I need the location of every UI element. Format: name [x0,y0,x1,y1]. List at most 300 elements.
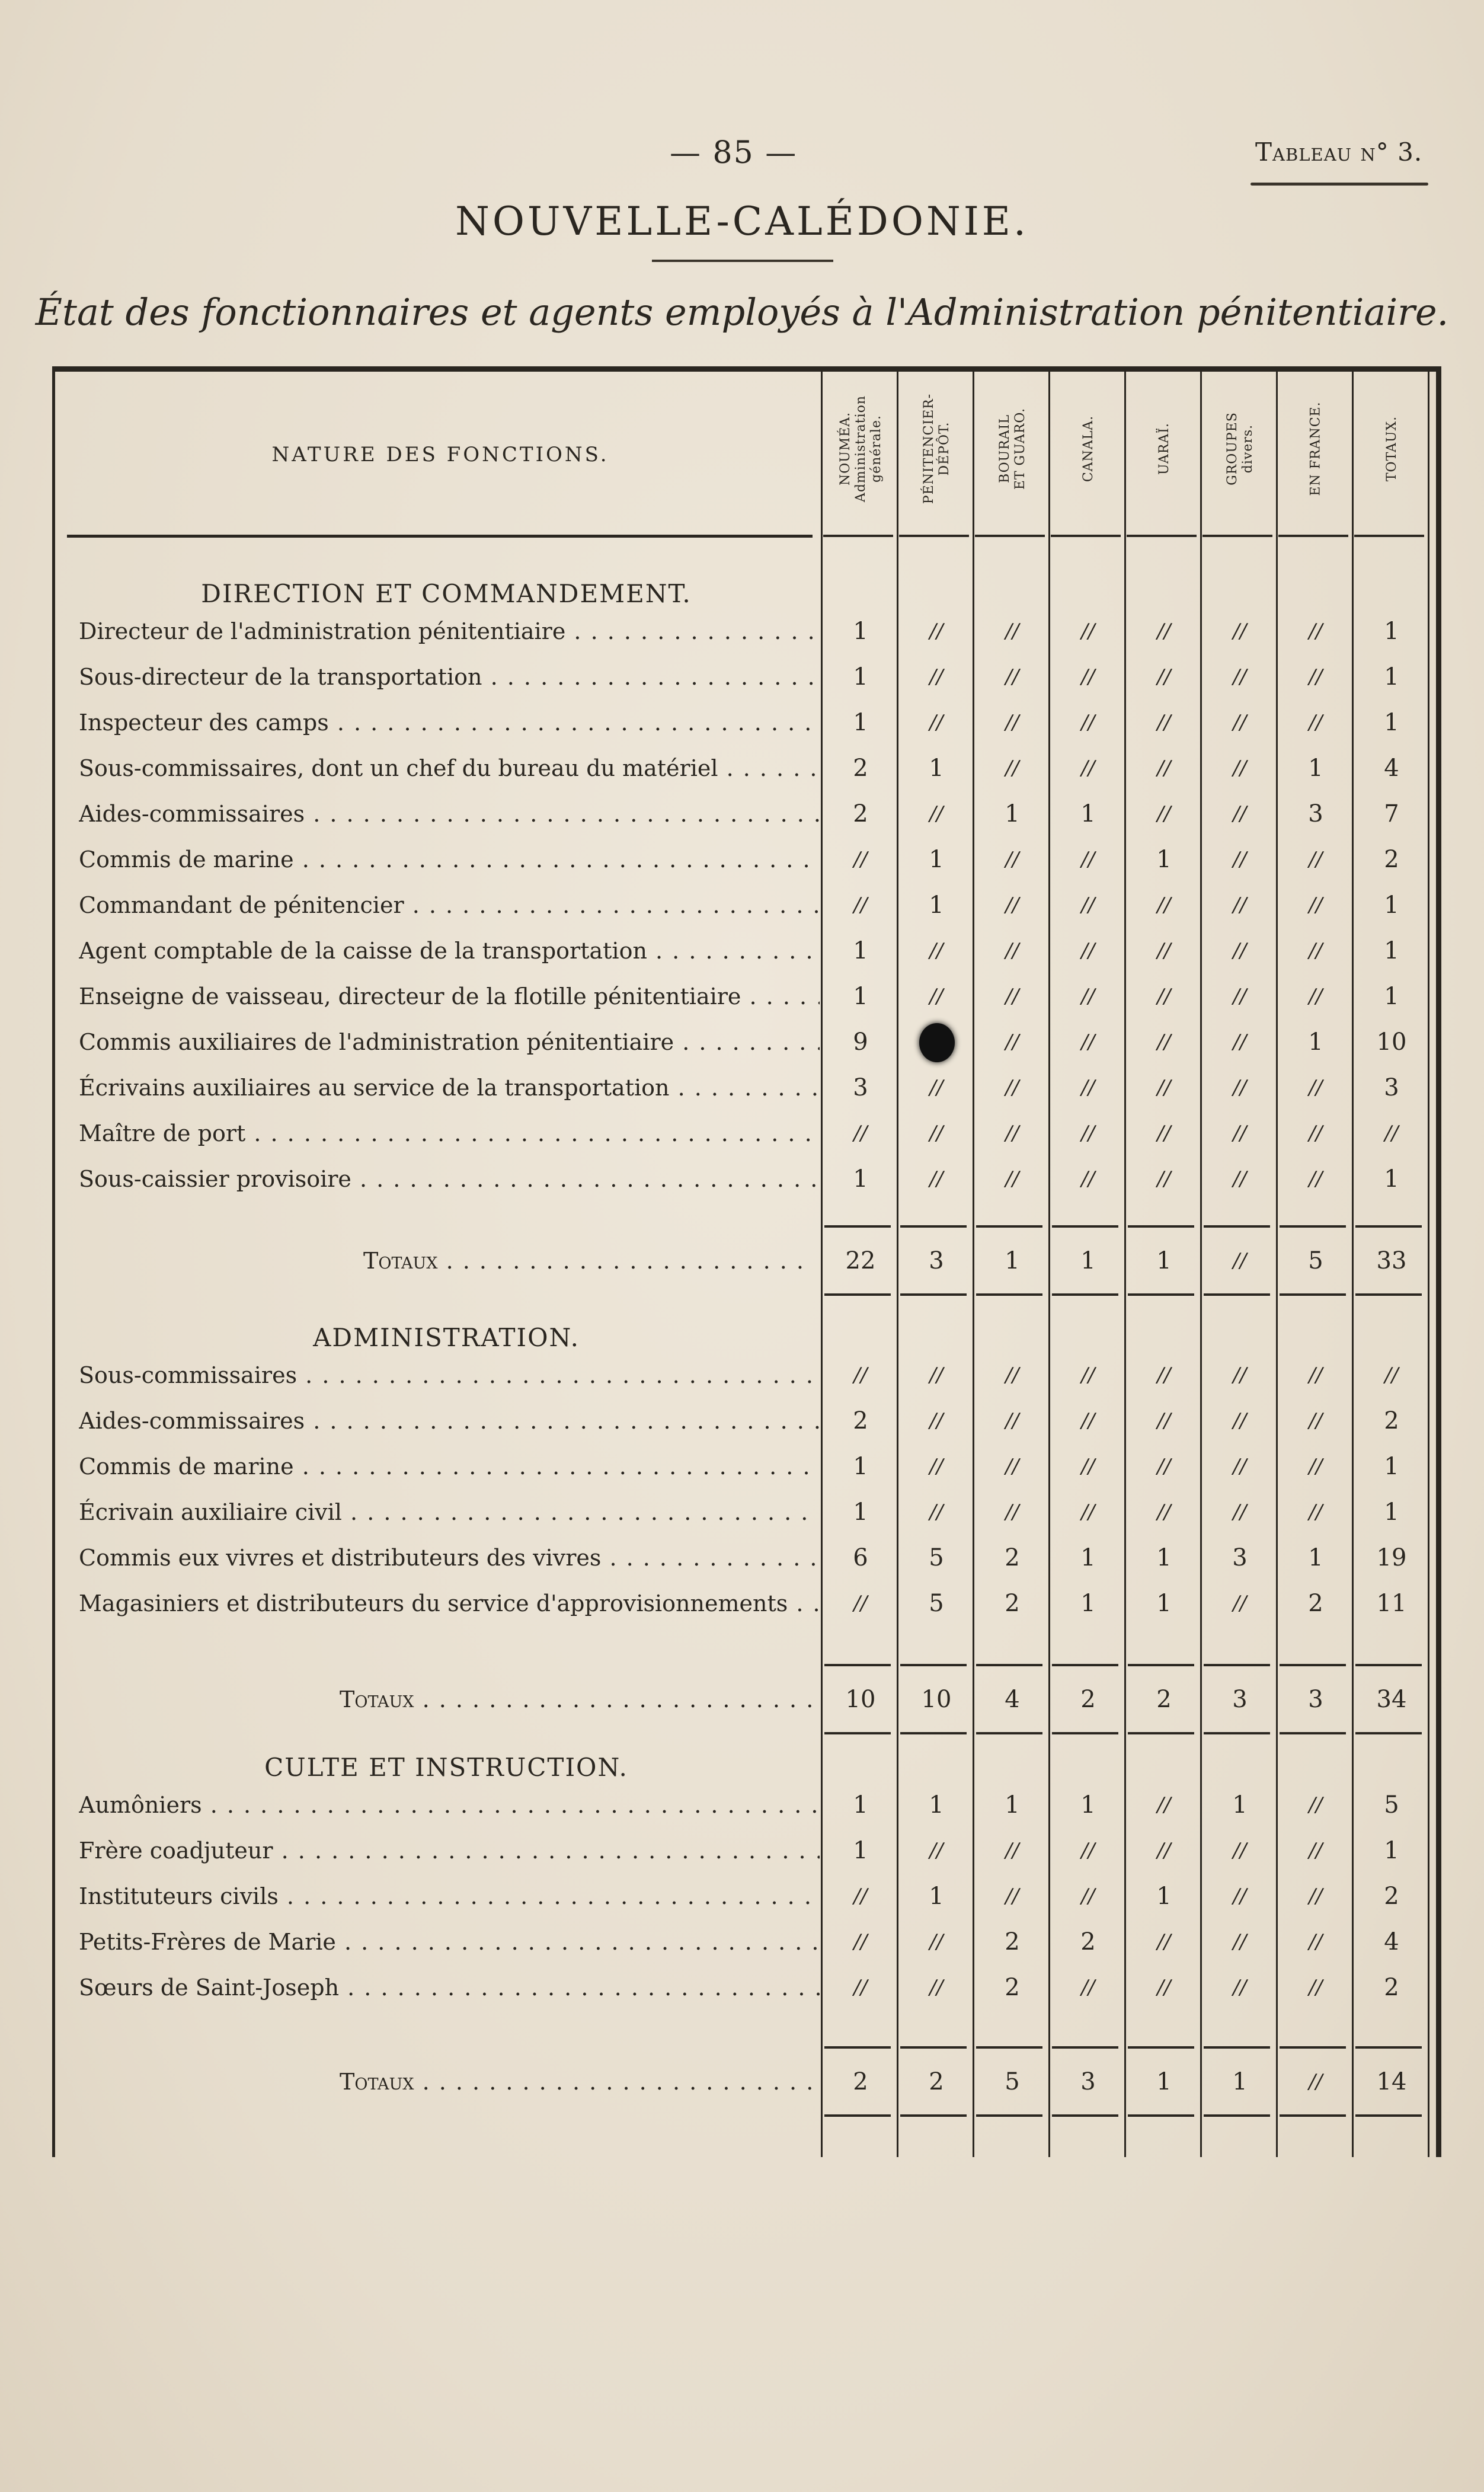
table-cell: // [1081,893,1095,917]
page-subtitle: État des fonctionnaires et agents employés à l'Administration pénitentiaire. [35,290,1449,334]
table-cell: 1 [853,1453,868,1480]
total-rule [976,2114,1042,2117]
table-cell: 1 [1080,1590,1096,1617]
table-cell: // [1081,848,1095,871]
table-cell: 1 [1005,1791,1020,1819]
table-cell: // [1157,1500,1171,1524]
total-rule [1128,1664,1194,1666]
total-cell: 14 [1376,2068,1407,2095]
total-rule [976,1664,1042,1666]
table-cell: // [929,1167,944,1191]
total-rule [976,1293,1042,1296]
table-cell: 10 [1376,1028,1407,1056]
table-cell: // [929,1076,944,1100]
total-rule [824,2114,891,2117]
table-cell: // [1081,1976,1095,1999]
column-divider [973,372,974,2157]
table-cell: 9 [853,1028,868,1056]
table-cell: // [1157,1167,1171,1191]
table-cell: 5 [1384,1791,1399,1819]
table-cell: // [1005,756,1019,780]
column-header [1360,389,1425,508]
column-divider [1352,372,1354,2157]
table-cell: // [1157,1409,1171,1433]
table-cell: // [1005,711,1019,734]
table-cell: 1 [853,1837,868,1864]
row-label: Magasiniers et distributeurs du service d'approvisionnements . . . [79,1586,820,1621]
table-cell: 1 [1080,1544,1096,1571]
total-cell: 1 [1080,1247,1096,1274]
table-cell: 1 [1156,1590,1172,1617]
table-cell: // [929,1976,944,1999]
header-rule [67,535,813,538]
total-cell: 34 [1376,1686,1407,1713]
row-label: Aumôniers . . . [79,1787,820,1823]
total-rule [1280,1664,1346,1666]
table-cell: // [1384,1122,1399,1145]
table-cell: // [1384,1363,1399,1387]
table-cell: 1 [853,983,868,1010]
table-cell: 1 [929,755,944,782]
row-label: Maître de port . . . [79,1116,820,1151]
total-rule [1280,2046,1346,2049]
total-cell: 4 [1005,1686,1020,1713]
table-cell: 5 [929,1590,944,1617]
table-cell: // [929,1409,944,1433]
table-cell: // [1005,985,1019,1008]
total-rule [1204,1225,1270,1228]
table-cell: // [1233,1884,1247,1908]
table-cell: // [1157,1076,1171,1100]
table-cell: // [1157,985,1171,1008]
total-cell: 33 [1376,1247,1407,1274]
total-rule [1204,1732,1270,1734]
totals-label: Totaux . . . [55,1243,814,1279]
table-cell: // [1005,665,1019,689]
table-cell: // [1157,1976,1171,1999]
column-header [829,389,894,508]
table-cell: 1 [853,937,868,964]
table-cell: // [929,1122,944,1145]
total-cell: 3 [1080,2068,1096,2095]
total-rule [1355,2046,1422,2049]
row-label: Commis eux vivres et distributeurs des vivres . . . [79,1540,820,1576]
table-cell: // [1005,1167,1019,1191]
total-cell: // [1233,1249,1247,1273]
total-rule [1280,1732,1346,1734]
table-cell: 1 [1156,846,1172,873]
row-label: Instituteurs civils . . . [79,1878,820,1914]
column-header-rule [1127,535,1197,537]
total-cell: 1 [1156,1247,1172,1274]
total-cell: // [1309,2070,1323,2094]
column-header [1056,389,1121,508]
table-cell: // [1233,893,1247,917]
table-cell: // [1233,1839,1247,1862]
table-cell: // [1157,619,1171,643]
table-cell: 1 [1384,618,1399,645]
table-cell: // [853,848,868,871]
table-cell: // [1081,1884,1095,1908]
total-rule [976,1732,1042,1734]
total-rule [1204,2114,1270,2117]
table-cell: 1 [853,1499,868,1526]
table-cell: // [1157,893,1171,917]
table-cell: // [929,665,944,689]
table-cell: // [853,1363,868,1387]
table-cell: // [1157,756,1171,780]
table-cell: // [1157,1455,1171,1478]
table-cell: // [1309,1363,1323,1387]
row-label: Commis de marine . . . [79,842,820,877]
total-rule [1280,1225,1346,1228]
table-cell: // [1081,665,1095,689]
table-cell: 1 [1384,892,1399,919]
table-cell: // [1081,1839,1095,1862]
total-cell: 1 [1005,1247,1020,1274]
column-header-text: PÉNITENCIER- DÉPÔT. [922,393,952,504]
table-cell: // [1081,1500,1095,1524]
table-cell: // [1005,1363,1019,1387]
column-header [1284,389,1349,508]
table-cell: // [1005,1076,1019,1100]
table-cell: 3 [1384,1074,1399,1101]
table-cell: 1 [1384,709,1399,736]
total-cell: 2 [929,2068,944,2095]
table-cell: 1 [1080,800,1096,828]
table-cell: // [1081,711,1095,734]
table-cell: // [1309,939,1323,963]
table-cell: // [1005,1122,1019,1145]
tableau-underline [1250,183,1428,186]
table-cell: 2 [1005,1974,1020,2001]
table-cell: // [1309,1930,1323,1954]
column-divider [1048,372,1050,2157]
table-cell: // [1309,711,1323,734]
total-cell: 3 [1308,1686,1323,1713]
table-cell: // [1309,1976,1323,1999]
table-cell: // [1309,1409,1323,1433]
table-cell: // [1309,1167,1323,1191]
table-cell: // [1157,665,1171,689]
ink-blot [919,1023,955,1062]
table-cell: 6 [853,1544,868,1571]
table-cell: // [1157,802,1171,826]
row-label: Commandant de pénitencier . . . [79,887,820,923]
total-rule [1128,2046,1194,2049]
column-header-text: BOURAIL ET GUARO. [997,407,1028,490]
table-cell: 5 [929,1544,944,1571]
table-cell: 11 [1376,1590,1407,1617]
total-cell: 2 [1156,1686,1172,1713]
total-rule [1355,1664,1422,1666]
table-cell: 1 [853,618,868,645]
table-cell: // [1081,1363,1095,1387]
column-divider [1124,372,1126,2157]
total-cell: 1 [1156,2068,1172,2095]
total-rule [900,1293,967,1296]
total-cell: 10 [845,1686,876,1713]
table-cell: // [1005,1500,1019,1524]
table-cell: // [1005,619,1019,643]
total-rule [824,1225,891,1228]
total-cell: 1 [1232,2068,1248,2095]
table-cell: // [929,939,944,963]
table-cell: // [1233,1076,1247,1100]
table-cell: // [1233,985,1247,1008]
table-cell: // [1233,711,1247,734]
total-rule [824,1293,891,1296]
row-label: Inspecteur des camps . . . [79,705,820,740]
table-cell: 1 [1384,983,1399,1010]
table-cell: // [1081,939,1095,963]
total-rule [1128,1732,1194,1734]
personnel-table [52,366,1441,2157]
row-label: Petits-Frères de Marie . . . [79,1924,820,1960]
page-number: — 85 — [670,135,798,171]
row-label: Aides-commissaires . . . [79,796,820,832]
total-rule [824,2046,891,2049]
section-title: DIRECTION ET COMMANDEMENT. [201,579,692,608]
table-cell: // [1005,1030,1019,1054]
table-cell: // [1233,665,1247,689]
table-cell: // [1309,1500,1323,1524]
total-rule [1052,1225,1118,1228]
table-cell: // [1233,1122,1247,1145]
total-rule [1280,2114,1346,2117]
table-cell: // [1309,665,1323,689]
table-cell: // [1309,893,1323,917]
column-header [1208,389,1273,508]
table-cell: // [1005,1839,1019,1862]
row-label: Écrivains auxiliaires au service de la transportation . . . [79,1070,820,1106]
table-cell: // [853,1884,868,1908]
row-label: Commis de marine . . . [79,1449,820,1484]
table-cell: // [1081,1122,1095,1145]
table-cell: // [853,1930,868,1954]
table-cell: 2 [1308,1590,1323,1617]
table-cell: 3 [1232,1544,1248,1571]
total-rule [1204,1293,1270,1296]
row-label: Aides-commissaires . . . [79,1403,820,1439]
table-cell: 1 [1384,663,1399,691]
table-cell: // [929,1500,944,1524]
total-rule [1128,2114,1194,2117]
table-cell: // [1005,893,1019,917]
table-cell: 1 [1156,1883,1172,1910]
totals-label: Totaux . . . [55,1682,814,1717]
table-cell: // [929,1839,944,1862]
total-cell: 5 [1308,1247,1323,1274]
row-label: Sous-commissaires . . . [79,1357,820,1393]
column-divider [897,372,898,2157]
table-cell: // [929,711,944,734]
table-cell: 4 [1384,1928,1399,1956]
table-cell: 2 [1384,1974,1399,2001]
table-cell: 2 [1384,1407,1399,1435]
column-header-rule [975,535,1045,537]
table-cell: 2 [1384,846,1399,873]
table-cell: 2 [853,800,868,828]
table-cell: 1 [929,846,944,873]
table-cell: // [1233,756,1247,780]
total-rule [824,1732,891,1734]
table-cell: 2 [853,1407,868,1435]
total-cell: 2 [1080,1686,1096,1713]
totals-label: Totaux . . . [55,2064,814,2100]
total-cell: 2 [853,2068,868,2095]
total-rule [1355,1732,1422,1734]
column-divider [821,372,823,2157]
table-cell: 1 [1308,1028,1323,1056]
total-rule [1355,1293,1422,1296]
table-cell: // [1081,1030,1095,1054]
total-cell: 22 [845,1247,876,1274]
column-header-text: CANALA. [1081,415,1096,483]
total-rule [976,1225,1042,1228]
table-cell: // [1233,1455,1247,1478]
column-header-rule [1051,535,1121,537]
table-cell: 4 [1384,755,1399,782]
table-cell: // [1081,1409,1095,1433]
table-cell: // [929,1930,944,1954]
table-cell: // [929,1455,944,1478]
total-rule [1052,2114,1118,2117]
table-cell: // [1233,1167,1247,1191]
total-rule [1052,2046,1118,2049]
table-cell: 1 [1308,1544,1323,1571]
table-cell: 1 [853,1165,868,1193]
total-rule [900,1732,967,1734]
table-cell: 1 [853,709,868,736]
table-cell: // [1005,1884,1019,1908]
table-cell: // [1005,1409,1019,1433]
table-cell: // [1005,1455,1019,1478]
row-label: Agent comptable de la caisse de la transportation . . . [79,933,820,969]
total-rule [1355,2114,1422,2117]
total-rule [976,2046,1042,2049]
table-cell: // [1309,1839,1323,1862]
table-cell: 1 [929,1883,944,1910]
table-cell: // [1081,1455,1095,1478]
table-cell: 2 [1005,1928,1020,1956]
table-cell: // [1005,848,1019,871]
column-header-rule [899,535,969,537]
column-header-text: EN FRANCE. [1309,401,1323,496]
table-cell: // [1233,939,1247,963]
table-cell: // [1005,939,1019,963]
table-cell: // [1081,619,1095,643]
table-cell: // [1233,1592,1247,1615]
total-rule [1204,2046,1270,2049]
row-label: Commis auxiliaires de l'administration pénitentiaire . . . [79,1024,820,1060]
table-cell: // [1233,1030,1247,1054]
total-rule [900,2114,967,2117]
table-cell: // [853,1592,868,1615]
table-cell: 2 [1005,1590,1020,1617]
column-header-rule [823,535,893,537]
column-header-rule [1202,535,1272,537]
column-header [980,389,1045,508]
table-cell: // [1157,1363,1171,1387]
table-cell: 1 [1232,1791,1248,1819]
table-cell: // [1157,1122,1171,1145]
table-cell: // [1309,848,1323,871]
table-cell: // [853,1122,868,1145]
table-cell: // [1233,848,1247,871]
row-label: Sous-directeur de la transportation . . . [79,659,820,695]
table-cell: 1 [1080,1791,1096,1819]
table-cell: // [1233,1500,1247,1524]
table-cell: // [1233,619,1247,643]
table-cell: 1 [1005,800,1020,828]
table-cell: // [1157,1839,1171,1862]
row-label: Frère coadjuteur . . . [79,1833,820,1868]
total-rule [1355,1225,1422,1228]
total-cell: 3 [1232,1686,1248,1713]
table-cell: // [929,1363,944,1387]
table-cell: 2 [853,755,868,782]
table-cell: // [1309,619,1323,643]
table-cell: // [1233,802,1247,826]
table-cell: 1 [1308,755,1323,782]
table-cell: 1 [1384,1499,1399,1526]
table-cell: 3 [853,1074,868,1101]
row-label: Directeur de l'administration pénitentiaire . . . [79,614,820,649]
column-divider [1276,372,1278,2157]
nature-header: NATURE DES FONCTIONS. [271,443,609,467]
total-rule [1204,1664,1270,1666]
title-rule [652,260,833,262]
total-rule [1128,1293,1194,1296]
column-divider [1428,372,1429,2157]
table-cell: // [1081,1167,1095,1191]
table-cell: // [1309,1122,1323,1145]
total-cell: 10 [921,1686,952,1713]
row-label: Sous-caissier provisoire . . . [79,1161,820,1197]
table-cell: // [1233,1363,1247,1387]
table-cell: 7 [1384,800,1399,828]
tableau-number: Tableau n° 3. [1255,138,1423,167]
total-rule [1052,1293,1118,1296]
total-rule [900,2046,967,2049]
table-cell: // [1309,985,1323,1008]
table-cell: 1 [1384,937,1399,964]
table-cell: // [1081,756,1095,780]
table-cell: // [1157,711,1171,734]
column-header-rule [1354,535,1424,537]
table-cell: // [1233,1409,1247,1433]
column-header-text: NOUMÉA. Administration générale. [838,395,884,503]
table-cell: // [1157,1930,1171,1954]
total-rule [1280,1293,1346,1296]
column-header-text: GROUPES divers. [1225,412,1255,485]
table-cell: 19 [1376,1544,1407,1571]
column-header [1132,389,1197,508]
table-cell: 1 [929,1791,944,1819]
section-title: ADMINISTRATION. [313,1323,580,1352]
table-cell: // [1309,1076,1323,1100]
total-rule [1128,1225,1194,1228]
table-cell: // [1157,1793,1171,1817]
table-cell: // [929,985,944,1008]
table-cell: // [853,1976,868,1999]
total-rule [1052,1732,1118,1734]
table-cell: 1 [1384,1165,1399,1193]
page-title: NOUVELLE-CALÉDONIE. [455,199,1029,244]
table-cell: 2 [1080,1928,1096,1956]
table-cell: // [1157,939,1171,963]
